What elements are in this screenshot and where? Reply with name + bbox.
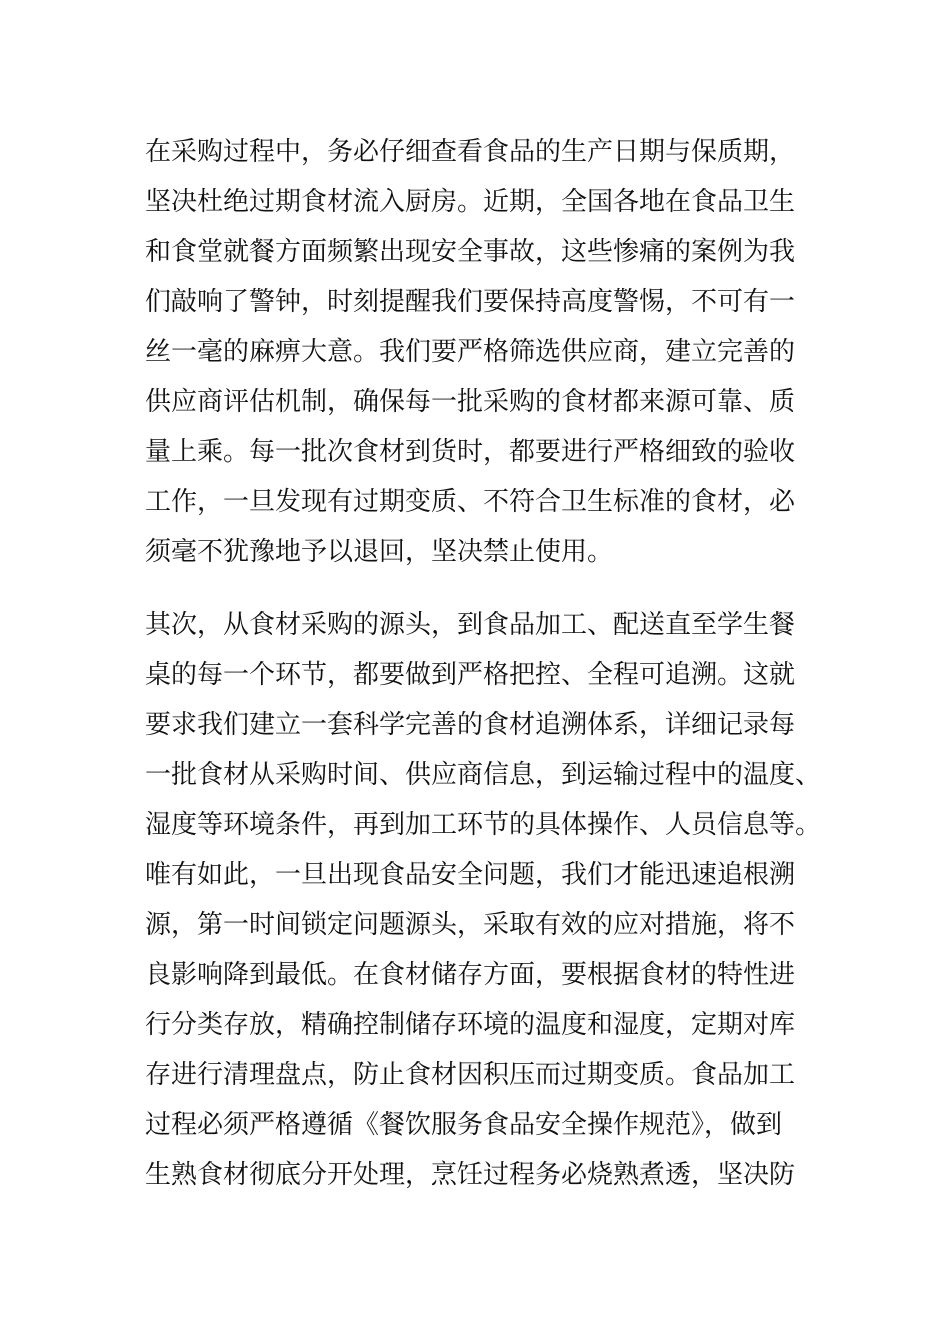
text-line: 要求我们建立一套科学完善的食材追溯体系，详细记录每 bbox=[145, 710, 796, 740]
text-line: 湿度等环境条件，再到加工环节的具体操作、人员信息等。 bbox=[145, 810, 822, 840]
text-line: 在采购过程中，务必仔细查看食品的生产日期与保质期， bbox=[145, 137, 796, 167]
text-line: 生熟食材彻底分开处理，烹饪过程务必烧熟煮透，坚决防 bbox=[145, 1160, 796, 1190]
paragraph-1 bbox=[145, 127, 810, 577]
text-line: 须毫不犹豫地予以退回，坚决禁止使用。 bbox=[145, 537, 614, 567]
text-line: 和食堂就餐方面频繁出现安全事故，这些惨痛的案例为我 bbox=[145, 237, 796, 267]
text-line: 桌的每一个环节，都要做到严格把控、全程可追溯。这就 bbox=[145, 660, 796, 690]
text-line: 行分类存放，精确控制储存环境的温度和湿度，定期对库 bbox=[145, 1010, 796, 1040]
paragraph-2 bbox=[145, 600, 822, 1200]
text-line: 良影响降到最低。在食材储存方面，要根据食材的特性进 bbox=[145, 960, 796, 990]
text-line: 量上乘。每一批次食材到货时，都要进行严格细致的验收 bbox=[145, 437, 796, 467]
text-line: 过程必须严格遵循《餐饮服务食品安全操作规范》，做到 bbox=[145, 1110, 783, 1140]
text-line: 源，第一时间锁定问题源头，采取有效的应对措施，将不 bbox=[145, 910, 796, 940]
text-line: 工作，一旦发现有过期变质、不符合卫生标准的食材，必 bbox=[145, 487, 796, 517]
text-line: 其次，从食材采购的源头，到食品加工、配送直至学生餐 bbox=[145, 610, 796, 640]
text-line: 存进行清理盘点，防止食材因积压而过期变质。食品加工 bbox=[145, 1060, 796, 1090]
text-line: 一批食材从采购时间、供应商信息，到运输过程中的温度、 bbox=[145, 760, 822, 790]
text-line: 坚决杜绝过期食材流入厨房。近期，全国各地在食品卫生 bbox=[145, 187, 796, 217]
document-page bbox=[145, 127, 822, 1200]
text-line: 唯有如此，一旦出现食品安全问题，我们才能迅速追根溯 bbox=[145, 860, 796, 890]
text-line: 丝一毫的麻痹大意。我们要严格筛选供应商，建立完善的 bbox=[145, 337, 796, 367]
text-line: 们敲响了警钟，时刻提醒我们要保持高度警惕，不可有一 bbox=[145, 287, 796, 317]
text-line: 供应商评估机制，确保每一批采购的食材都来源可靠、质 bbox=[145, 387, 796, 417]
